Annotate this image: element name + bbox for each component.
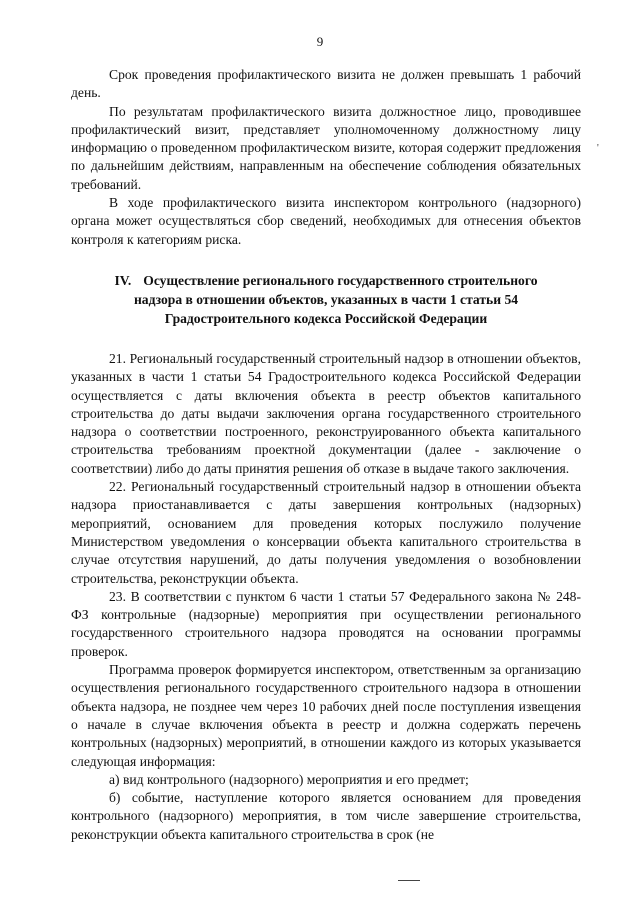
list-item-a: а) вид контрольного (надзорного) мероприятия и его предмет; [109,771,469,787]
section-title: Осуществление регионального государственного строительного надзора в отношении объектов, указанных в части 1 статьи 54 Градостроительного кодекса Российской Федерации [133,272,538,326]
document-body [71,66,581,844]
paragraph-23: 23. В соответствии с пунктом 6 части 1 статьи 57 Федерального закона № 248-ФЗ контрольные (надзорные) мероприятия при осуществлении регионального государственного строительного надзора проводятся на основании программы проверок. [71,588,581,659]
section-heading [91,271,561,328]
paragraph-visit-data-collection: В ходе профилактического визита инспектором контрольного (надзорного) органа может осуществляться сбор сведений, необходимых для отнесения объектов контроля к категориям риска. [71,195,581,247]
section-number: IV. [114,272,132,288]
list-item-b: б) событие, наступление которого является основанием для проведения контрольного (надзорного) мероприятия, в том числе завершение строительства, реконструкции объекта капитального строительства в срок (не [71,790,581,842]
paragraph-inspection-program: Программа проверок формируется инспектором, ответственным за организацию осуществления регионального государственного строительного надзора в отношении объекта надзора, не позднее чем через 10 рабочих дней после поступления извещения о начале в случае включения объекта в реестр и должна содержать перечень контрольных (надзорных) мероприятий, в отношении каждого из которых указывается следующая информация: [71,662,581,769]
paragraph-visit-results: По результатам профилактического визита должностное лицо, проводившее профилактический визит, представляет уполномоченному должностному лицу информацию о проведенном профилактическом визите, которая содержит предложения по дальнейшим действиям, направленным на обеспечение соблюдения обязательных требований. [71,103,581,192]
paragraph-21: 21. Региональный государственный строительный надзор в отношении объектов, указанных в части 1 статьи 54 Градостроительного кодекса Российской Федерации осуществляется с даты включения объекта в реестр объектов капитального строительства до даты выдачи заключения органа государственного строительного надзора о соответствии построенного, реконструированного объекта капитального строительства требованиям проектной документации (далее - заключение о соответствии) либо до даты принятия решения об отказе в выдаче такого заключения. [71,350,581,476]
page-number: 9 [316,34,324,49]
paragraph-visit-duration: Срок проведения профилактического визита не должен превышать 1 рабочий день. [71,67,581,101]
paragraph-22: 22. Региональный государственный строительный надзор в отношении объекта надзора приостанавливается с даты завершения контрольных (надзорных) мероприятий, основанием для проведения которых послужило получение Министерством уведомления о консервации объекта капитального строительства в случае отсутствия нарушений, до даты получения уведомления о возобновлении строительства, реконструкции объекта. [71,479,581,586]
footer-line [398,880,420,881]
margin-mark: ' [597,143,599,154]
